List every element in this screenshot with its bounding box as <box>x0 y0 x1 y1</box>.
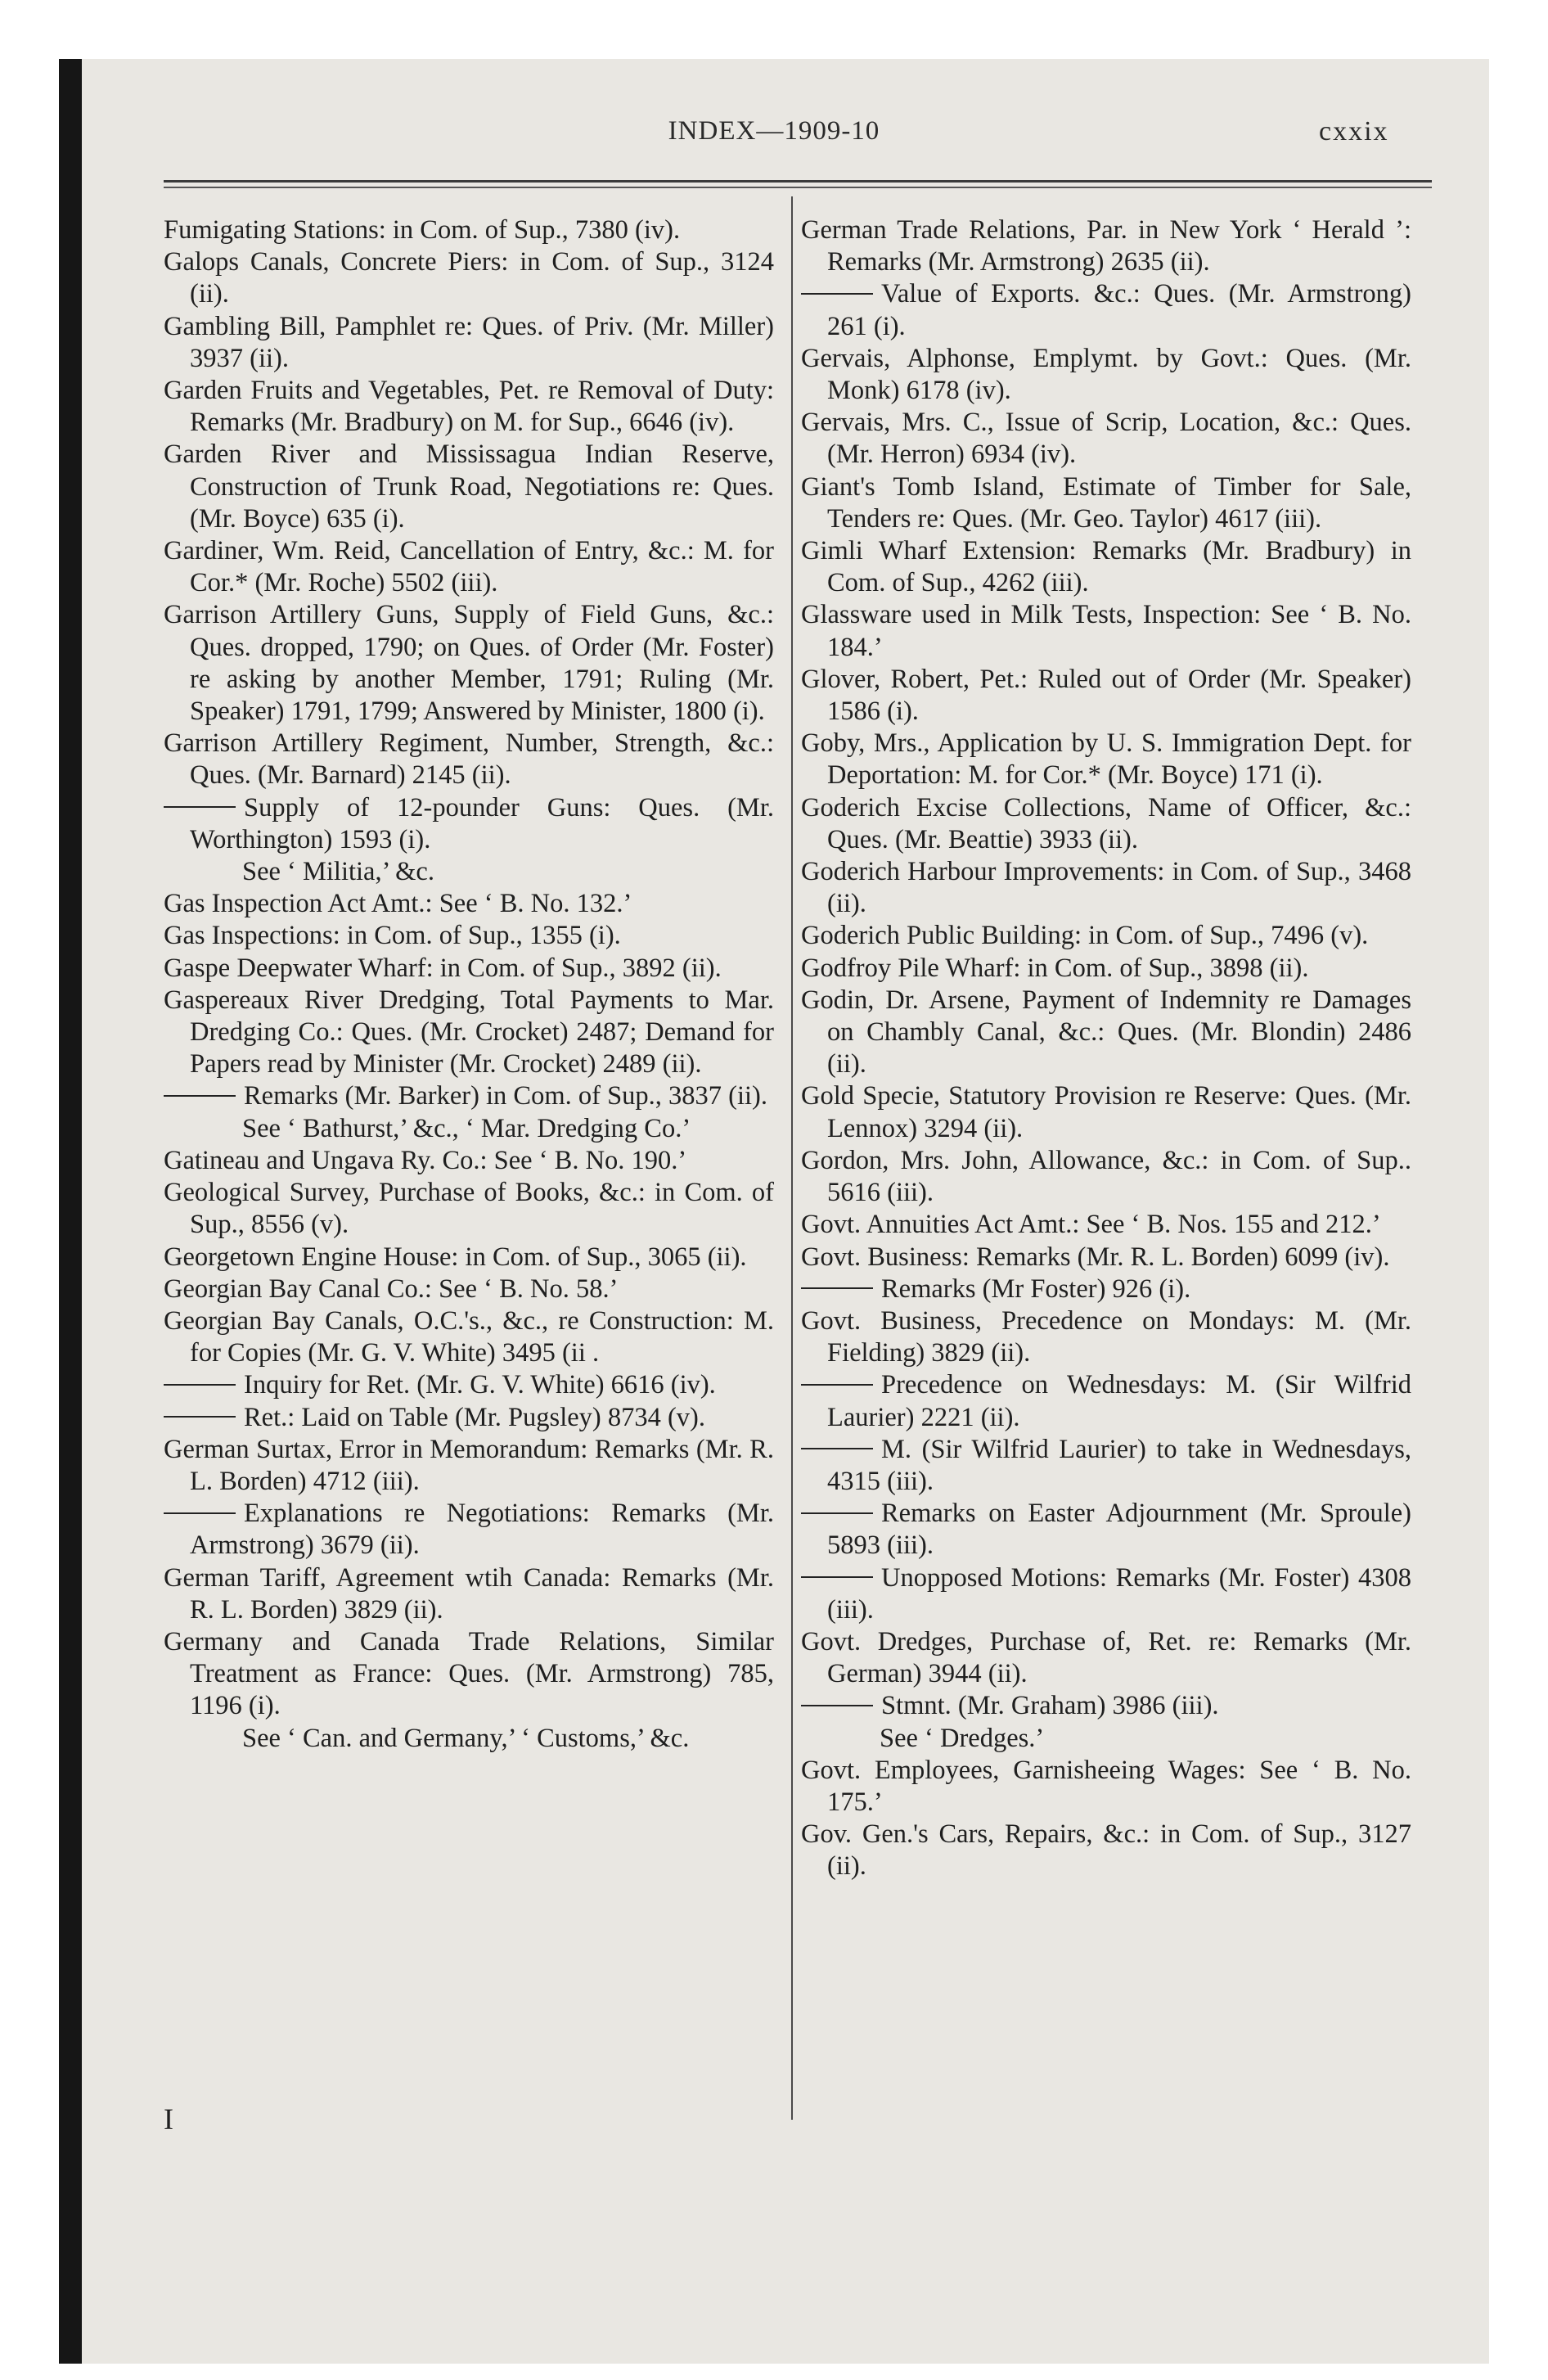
subentry-text: M. (Sir Wilfrid Laurier) to take in Wednesdays, 4315 (iii). <box>827 1434 1411 1496</box>
subentry-text: Precedence on Wednesdays: M. (Sir Wilfrid Laurier) 2221 (ii). <box>827 1370 1411 1432</box>
left-column <box>164 214 774 1755</box>
page-number: cxxix <box>1319 116 1389 146</box>
ditto-dash <box>164 1512 236 1514</box>
cross-reference: See ‘ Bathurst,’ &c., ‘ Mar. Dredging Co.’ <box>242 1113 691 1143</box>
index-subentry <box>801 1434 1411 1498</box>
index-entry: Gov. Gen.'s Cars, Repairs, &c.: in Com. of Sup., 3127 (ii). <box>801 1819 1411 1882</box>
index-entry: Gold Specie, Statutory Provision re Reserve: Ques. (Mr. Lennox) 3294 (ii). <box>801 1081 1411 1143</box>
ditto-dash <box>801 293 873 295</box>
index-entry: Georgetown Engine House: in Com. of Sup., 3065 (ii). <box>164 1242 747 1272</box>
subentry-text: Ret.: Laid on Table (Mr. Pugsley) 8734 (v). <box>244 1402 705 1432</box>
ditto-dash <box>801 1705 873 1706</box>
index-subentry <box>164 792 774 856</box>
ditto-dash <box>801 1384 873 1386</box>
cross-reference: See ‘ Can. and Germany,’ ‘ Customs,’ &c. <box>242 1723 690 1753</box>
index-entry: Gimli Wharf Extension: Remarks (Mr. Bradbury) in Com. of Sup., 4262 (iii). <box>801 536 1411 598</box>
ditto-dash <box>164 1416 236 1418</box>
index-entry: Govt. Business: Remarks (Mr. R. L. Borden) 6099 (iv). <box>801 1242 1390 1272</box>
index-entry: German Trade Relations, Par. in New York ‘ Herald ’: Remarks (Mr. Armstrong) 2635 (ii). <box>801 215 1411 277</box>
index-entry: Germany and Canada Trade Relations, Similar Treatment as France: Ques. (Mr. Armstrong) 785, 1196 (i). <box>164 1626 774 1721</box>
index-entry: Garrison Artillery Guns, Supply of Field Guns, &c.: Ques. dropped, 1790; on Ques. of Order (Mr. Foster) re asking by another Member, 1791; Ruling (Mr. Speaker) 1791, 1799; Answered by Minister, 1800 (i). <box>164 600 774 727</box>
index-entry: Garrison Artillery Regiment, Number, Strength, &c.: Ques. (Mr. Barnard) 2145 (ii). <box>164 728 774 791</box>
index-entry: Galops Canals, Concrete Piers: in Com. of Sup., 3124 (ii). <box>164 247 774 309</box>
page-title: INDEX—1909-10 <box>668 116 880 146</box>
index-entry: Geological Survey, Purchase of Books, &c.: in Com. of Sup., 8556 (v). <box>164 1178 774 1240</box>
ditto-dash <box>164 1384 236 1386</box>
index-entry: German Tariff, Agreement wtih Canada: Remarks (Mr. R. L. Borden) 3829 (ii). <box>164 1562 774 1625</box>
subentry-text: Stmnt. (Mr. Graham) 3986 (iii). <box>881 1691 1219 1721</box>
subentry-text: Unopposed Motions: Remarks (Mr. Foster) 4308 (iii). <box>827 1562 1411 1625</box>
index-entry: Glassware used in Milk Tests, Inspection: See ‘ B. No. 184.’ <box>801 600 1411 662</box>
index-subentry <box>164 1498 774 1562</box>
cross-reference: See ‘ Militia,’ &c. <box>242 857 434 887</box>
index-entry: Gambling Bill, Pamphlet re: Ques. of Priv. (Mr. Miller) 3937 (ii). <box>164 311 774 373</box>
index-entry: Govt. Annuities Act Amt.: See ‘ B. Nos. 155 and 212.’ <box>801 1210 1381 1240</box>
ditto-dash <box>801 1512 873 1514</box>
index-entry: Georgian Bay Canals, O.C.'s., &c., re Construction: M. for Copies (Mr. G. V. White) 3495 (ii . <box>164 1305 774 1368</box>
subentry-text: Remarks (Mr. Barker) in Com. of Sup., 3837 (ii). <box>244 1081 767 1111</box>
index-entry: Glover, Robert, Pet.: Ruled out of Order (Mr. Speaker) 1586 (i). <box>801 664 1411 727</box>
cross-reference: See ‘ Dredges.’ <box>880 1723 1045 1753</box>
ditto-dash <box>164 1095 236 1097</box>
header-rule <box>164 180 1432 183</box>
subentry-text: Remarks (Mr Foster) 926 (i). <box>881 1273 1191 1304</box>
index-subentry <box>164 1080 774 1112</box>
ditto-dash <box>801 1576 873 1578</box>
index-entry: Gervais, Alphonse, Emplymt. by Govt.: Ques. (Mr. Monk) 6178 (iv). <box>801 343 1411 406</box>
index-entry: Goby, Mrs., Application by U. S. Immigration Dept. for Deportation: M. for Cor.* (Mr. Boyce) 171 (i). <box>801 728 1411 791</box>
index-entry: Gardiner, Wm. Reid, Cancellation of Entry, &c.: M. for Cor.* (Mr. Roche) 5502 (iii). <box>164 536 774 598</box>
subentry-text: Value of Exports. &c.: Ques. (Mr. Armstrong) 261 (i). <box>827 279 1411 341</box>
index-subentry <box>801 1369 1411 1433</box>
index-entry: German Surtax, Error in Memorandum: Remarks (Mr. R. L. Borden) 4712 (iii). <box>164 1434 774 1496</box>
index-entry: Gatineau and Ungava Ry. Co.: See ‘ B. No. 190.’ <box>164 1145 687 1175</box>
index-entry: Goderich Harbour Improvements: in Com. of Sup., 3468 (ii). <box>801 857 1411 919</box>
index-subentry <box>801 1562 1411 1626</box>
index-entry: Giant's Tomb Island, Estimate of Timber for Sale, Tenders re: Ques. (Mr. Geo. Taylor) 4617 (iii). <box>801 471 1411 534</box>
index-subentry <box>801 1498 1411 1562</box>
header-rule-secondary <box>164 187 1432 188</box>
subentry-text: Explanations re Negotiations: Remarks (Mr. Armstrong) 3679 (ii). <box>190 1499 774 1561</box>
binding-edge <box>59 59 82 2364</box>
index-entry: Fumigating Stations: in Com. of Sup., 7380 (iv). <box>164 215 681 245</box>
index-entry: Govt. Business, Precedence on Mondays: M. (Mr. Fielding) 3829 (ii). <box>801 1305 1411 1368</box>
column-divider <box>791 196 793 2120</box>
index-entry: Goderich Excise Collections, Name of Officer, &c.: Ques. (Mr. Beattie) 3933 (ii). <box>801 792 1411 854</box>
ditto-dash <box>801 1287 873 1289</box>
ditto-dash <box>164 806 236 808</box>
index-entry: Georgian Bay Canal Co.: See ‘ B. No. 58.’ <box>164 1273 619 1304</box>
index-entry: Goderich Public Building: in Com. of Sup., 7496 (v). <box>801 921 1369 951</box>
index-entry: Gervais, Mrs. C., Issue of Scrip, Location, &c.: Ques. (Mr. Herron) 6934 (iv). <box>801 408 1411 470</box>
subentry-text: Remarks on Easter Adjournment (Mr. Sproule) 5893 (iii). <box>827 1499 1411 1561</box>
index-entry: Godfroy Pile Wharf: in Com. of Sup., 3898 (ii). <box>801 953 1309 983</box>
index-subentry <box>801 1273 1411 1305</box>
index-entry: Gas Inspections: in Com. of Sup., 1355 (i). <box>164 921 621 951</box>
index-entry: Gaspereaux River Dredging, Total Payments to Mar. Dredging Co.: Ques. (Mr. Crocket) 2487; Demand for Papers read by Minister (Mr. Crocket) 2489 (ii). <box>164 985 774 1080</box>
index-subentry <box>801 278 1411 342</box>
subentry-text: Supply of 12-pounder Guns: Ques. (Mr. Worthington) 1593 (i). <box>190 792 774 854</box>
index-entry: Govt. Employees, Garnisheeing Wages: See ‘ B. No. 175.’ <box>801 1755 1411 1817</box>
right-column <box>801 214 1411 1883</box>
index-entry: Gordon, Mrs. John, Allowance, &c.: in Com. of Sup.. 5616 (iii). <box>801 1145 1411 1208</box>
signature-mark: I <box>164 2103 173 2135</box>
subentry-text: Inquiry for Ret. (Mr. G. V. White) 6616 (iv). <box>244 1370 716 1400</box>
index-entry: Godin, Dr. Arsene, Payment of Indemnity re Damages on Chambly Canal, &c.: Ques. (Mr. Blondin) 2486 (ii). <box>801 985 1411 1080</box>
index-subentry <box>164 1402 774 1434</box>
index-entry: Gas Inspection Act Amt.: See ‘ B. No. 132.’ <box>164 889 632 919</box>
index-entry: Garden Fruits and Vegetables, Pet. re Removal of Duty: Remarks (Mr. Bradbury) on M. for Sup., 6646 (iv). <box>164 376 774 438</box>
ditto-dash <box>801 1448 873 1449</box>
index-subentry <box>801 1690 1411 1722</box>
index-entry: Govt. Dredges, Purchase of, Ret. re: Remarks (Mr. German) 3944 (ii). <box>801 1626 1411 1689</box>
index-entry: Garden River and Mississagua Indian Reserve, Construction of Trunk Road, Negotiations re: Ques. (Mr. Boyce) 635 (i). <box>164 439 774 534</box>
index-entry: Gaspe Deepwater Wharf: in Com. of Sup., 3892 (ii). <box>164 953 722 983</box>
index-subentry <box>164 1369 774 1401</box>
